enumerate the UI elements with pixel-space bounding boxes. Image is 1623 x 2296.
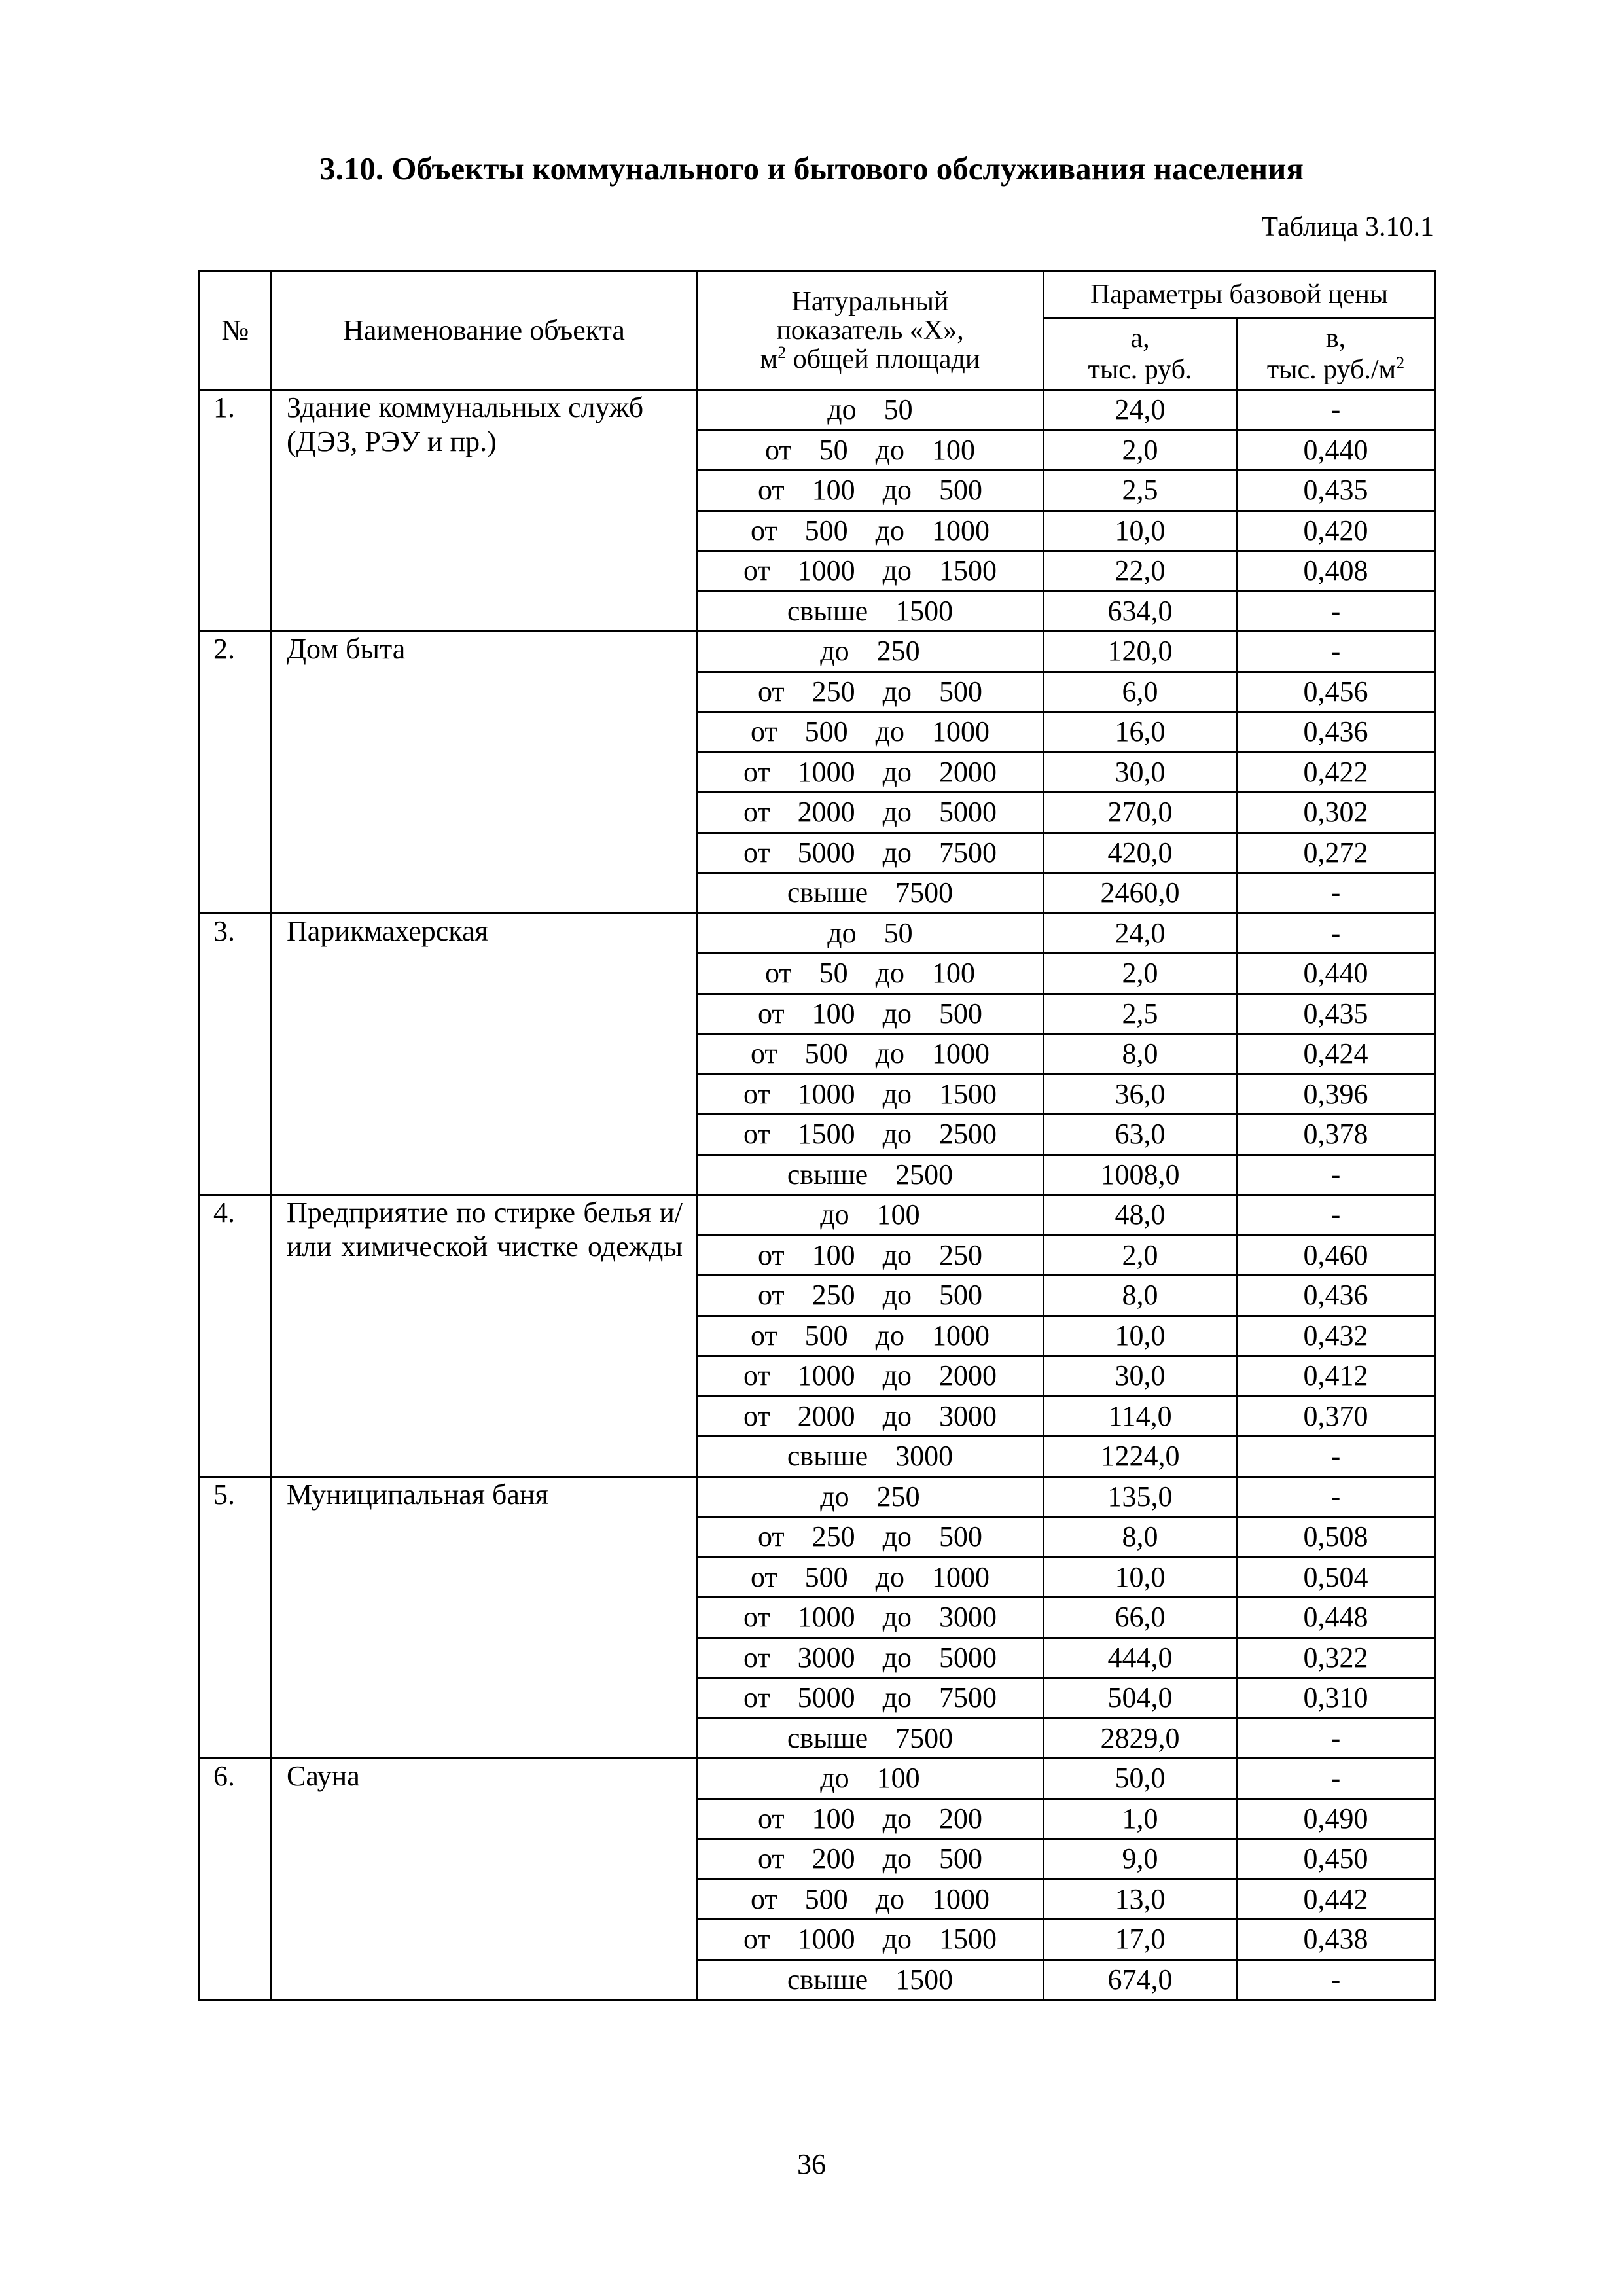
header-indicator [697,271,1044,390]
page-title: 3.10. Объекты коммунального и бытового обслуживания населения [319,151,1304,187]
object-name: Предприятие по стирке белья и/или химической чистке одежды [272,1195,697,1477]
price-a: 10,0 [1044,1557,1237,1598]
price-b: 0,412 [1237,1356,1435,1397]
price-a: 1008,0 [1044,1155,1237,1195]
object-name: Парикмахерская [272,913,697,1195]
indicator-range-text: от 5000 до 7500 [743,836,997,869]
price-b: 0,435 [1237,471,1435,511]
page-number: 36 [797,2148,826,2180]
object-number: 2. [200,632,272,914]
indicator-range [697,551,1044,592]
indicator-range [697,1074,1044,1115]
price-a: 48,0 [1044,1195,1237,1236]
price-b: 0,450 [1237,1839,1435,1880]
indicator-range [697,1437,1044,1477]
header-num: № [200,271,272,390]
price-a: 1224,0 [1044,1437,1237,1477]
indicator-range [697,752,1044,793]
price-a: 16,0 [1044,712,1237,753]
indicator-range [697,712,1044,753]
price-a: 9,0 [1044,1839,1237,1880]
price-a: 6,0 [1044,672,1237,712]
price-b: 0,508 [1237,1517,1435,1558]
indicator-range [697,1356,1044,1397]
price-b: 0,422 [1237,752,1435,793]
price-b: 0,442 [1237,1879,1435,1920]
price-a: 2460,0 [1044,873,1237,914]
indicator-range-text: от 250 до 500 [757,675,983,708]
indicator-range [697,793,1044,833]
header-indicator-line1: Натуральный [791,286,949,317]
price-a: 2829,0 [1044,1718,1237,1759]
indicator-range-text: от 1000 до 3000 [743,1601,997,1634]
header-a [1044,318,1237,390]
price-a: 24,0 [1044,913,1237,954]
indicator-range-text: от 250 до 500 [757,1520,983,1553]
price-b: - [1237,1759,1435,1799]
indicator-range-text: до 100 [820,1762,920,1795]
indicator-range [697,632,1044,672]
header-indicator-line2: показатель «Х», [776,315,964,346]
indicator-range-text: от 250 до 500 [757,1279,983,1312]
header-indicator-line3: общей площади [786,344,980,374]
header-b-line1: в, [1325,323,1346,353]
price-b: 0,370 [1237,1396,1435,1437]
indicator-range [697,390,1044,431]
indicator-range [697,591,1044,632]
price-a: 674,0 [1044,1960,1237,2000]
indicator-range [697,873,1044,914]
indicator-range-text: до 100 [820,1198,920,1231]
indicator-range-text: от 100 до 500 [757,997,983,1030]
price-b: - [1237,1718,1435,1759]
object-number: 1. [200,390,272,632]
price-a: 634,0 [1044,591,1237,632]
indicator-range [697,511,1044,551]
indicator-range [697,1759,1044,1799]
indicator-range-text: до 50 [827,393,913,426]
indicator-range [697,1155,1044,1195]
indicator-range-text: до 250 [820,635,920,668]
indicator-range [697,430,1044,471]
price-a: 8,0 [1044,1034,1237,1075]
indicator-range-text: от 1000 до 2000 [743,755,997,788]
indicator-range-text: от 100 до 200 [757,1802,983,1835]
indicator-range [697,1879,1044,1920]
indicator-range-text: от 1000 до 2000 [743,1359,997,1392]
indicator-range [697,1960,1044,2000]
price-b: 0,436 [1237,712,1435,753]
table-row [200,1477,1435,1517]
price-a: 8,0 [1044,1517,1237,1558]
price-a: 504,0 [1044,1678,1237,1719]
indicator-range [697,1678,1044,1719]
price-a: 63,0 [1044,1115,1237,1155]
price-b: 0,408 [1237,551,1435,592]
indicator-range-text: от 5000 до 7500 [743,1681,997,1714]
header-b [1237,318,1435,390]
price-a: 270,0 [1044,793,1237,833]
price-b: - [1237,1477,1435,1517]
price-b: - [1237,390,1435,431]
header-name: Наименование объекта [272,271,697,390]
price-b: - [1237,913,1435,954]
header-b-line2: тыс. руб./м [1266,354,1397,385]
indicator-range-text: свыше 1500 [787,594,954,627]
indicator-range-text: свыше 7500 [787,1721,954,1754]
indicator-range [697,1557,1044,1598]
price-b: 0,322 [1237,1638,1435,1678]
header-a-line2: тыс. руб. [1088,354,1192,385]
table-row [200,632,1435,672]
indicator-range-text: свыше 1500 [787,1963,954,1996]
indicator-range-text: свыше 7500 [787,876,954,909]
indicator-range [697,1799,1044,1839]
price-a: 114,0 [1044,1396,1237,1437]
price-a: 8,0 [1044,1276,1237,1316]
price-a: 17,0 [1044,1920,1237,1960]
indicator-range [697,954,1044,994]
header-b-sup: 2 [1396,353,1405,372]
object-name: Дом быта [272,632,697,914]
table-body [200,390,1435,2000]
table-label: Таблица 3.10.1 [1261,212,1434,242]
indicator-range [697,1839,1044,1880]
indicator-range-text: от 500 до 1000 [750,1037,990,1070]
price-b: - [1237,632,1435,672]
indicator-range-text: от 500 до 1000 [750,1882,990,1915]
header-a-line1: а, [1130,323,1150,353]
price-a: 2,5 [1044,994,1237,1034]
object-name: Сауна [272,1759,697,2000]
price-a: 2,0 [1044,1235,1237,1276]
indicator-range-text: от 500 до 1000 [750,1319,990,1352]
price-b: 0,440 [1237,954,1435,994]
price-b: 0,272 [1237,833,1435,873]
price-table [198,270,1436,2001]
price-b: 0,440 [1237,430,1435,471]
table-row [200,913,1435,954]
price-a: 120,0 [1044,632,1237,672]
indicator-range-text: от 1000 до 1500 [743,554,997,587]
price-b: - [1237,1155,1435,1195]
indicator-range-text: от 3000 до 5000 [743,1641,997,1674]
price-a: 2,5 [1044,471,1237,511]
price-b: - [1237,1437,1435,1477]
object-name: Муниципальная баня [272,1477,697,1759]
table-row [200,390,1435,431]
indicator-range [697,1598,1044,1638]
indicator-range-text: от 100 до 250 [757,1238,983,1271]
indicator-range-text: от 1500 до 2500 [743,1118,997,1151]
indicator-range-text: от 1000 до 1500 [743,1923,997,1956]
price-a: 135,0 [1044,1477,1237,1517]
price-b: 0,302 [1237,793,1435,833]
price-a: 24,0 [1044,390,1237,431]
price-a: 2,0 [1044,954,1237,994]
indicator-range [697,1235,1044,1276]
indicator-range [697,471,1044,511]
indicator-range-text: от 200 до 500 [757,1842,983,1875]
price-b: 0,448 [1237,1598,1435,1638]
price-a: 2,0 [1044,430,1237,471]
indicator-range [697,1195,1044,1236]
indicator-range [697,913,1044,954]
price-b: 0,504 [1237,1557,1435,1598]
price-a: 66,0 [1044,1598,1237,1638]
indicator-range [697,1034,1044,1075]
indicator-range [697,1517,1044,1558]
indicator-range-text: до 250 [820,1480,920,1513]
indicator-range [697,1718,1044,1759]
object-number: 5. [200,1477,272,1759]
table-row [200,1759,1435,1799]
indicator-range-text: от 500 до 1000 [750,514,990,547]
price-b: - [1237,873,1435,914]
indicator-range-text: от 50 до 100 [764,957,976,990]
indicator-range [697,1115,1044,1155]
indicator-range [697,1638,1044,1678]
indicator-range [697,1396,1044,1437]
price-b: 0,432 [1237,1316,1435,1356]
price-a: 10,0 [1044,1316,1237,1356]
indicator-range-text: свыше 3000 [787,1440,954,1473]
price-a: 30,0 [1044,752,1237,793]
indicator-range [697,672,1044,712]
price-b: 0,456 [1237,672,1435,712]
indicator-range [697,833,1044,873]
object-number: 3. [200,913,272,1195]
price-a: 50,0 [1044,1759,1237,1799]
indicator-range [697,1920,1044,1960]
indicator-range-text: свыше 2500 [787,1158,954,1191]
price-b: 0,435 [1237,994,1435,1034]
header-base-price: Параметры базовой цены [1044,271,1435,318]
price-b: 0,438 [1237,1920,1435,1960]
price-b: 0,420 [1237,511,1435,551]
price-b: 0,310 [1237,1678,1435,1719]
price-a: 36,0 [1044,1074,1237,1115]
table-row [200,1195,1435,1236]
indicator-range [697,1276,1044,1316]
price-b: 0,490 [1237,1799,1435,1839]
price-a: 22,0 [1044,551,1237,592]
price-b: - [1237,1960,1435,2000]
header-indicator-unit: м [760,344,778,374]
price-b: 0,424 [1237,1034,1435,1075]
indicator-range-text: от 500 до 1000 [750,715,990,748]
price-a: 30,0 [1044,1356,1237,1397]
price-b: 0,396 [1237,1074,1435,1115]
indicator-range-text: от 100 до 500 [757,474,983,507]
indicator-range [697,1477,1044,1517]
indicator-range-text: от 2000 до 3000 [743,1399,997,1432]
price-a: 1,0 [1044,1799,1237,1839]
indicator-range [697,1316,1044,1356]
header-indicator-unit-sup: 2 [777,342,787,362]
indicator-range [697,994,1044,1034]
indicator-range-text: от 500 до 1000 [750,1560,990,1593]
indicator-range-text: от 1000 до 1500 [743,1077,997,1110]
object-number: 6. [200,1759,272,2000]
price-b: 0,378 [1237,1115,1435,1155]
indicator-range-text: до 50 [827,916,913,949]
object-number: 4. [200,1195,272,1477]
price-a: 10,0 [1044,511,1237,551]
price-b: 0,436 [1237,1276,1435,1316]
indicator-range-text: от 2000 до 5000 [743,796,997,829]
price-a: 444,0 [1044,1638,1237,1678]
price-b: - [1237,591,1435,632]
price-b: 0,460 [1237,1235,1435,1276]
price-a: 13,0 [1044,1879,1237,1920]
indicator-range-text: от 50 до 100 [764,433,976,466]
object-name: Здание коммунальных служб (ДЭЗ, РЭУ и пр.) [272,390,697,632]
price-b: - [1237,1195,1435,1236]
price-a: 420,0 [1044,833,1237,873]
